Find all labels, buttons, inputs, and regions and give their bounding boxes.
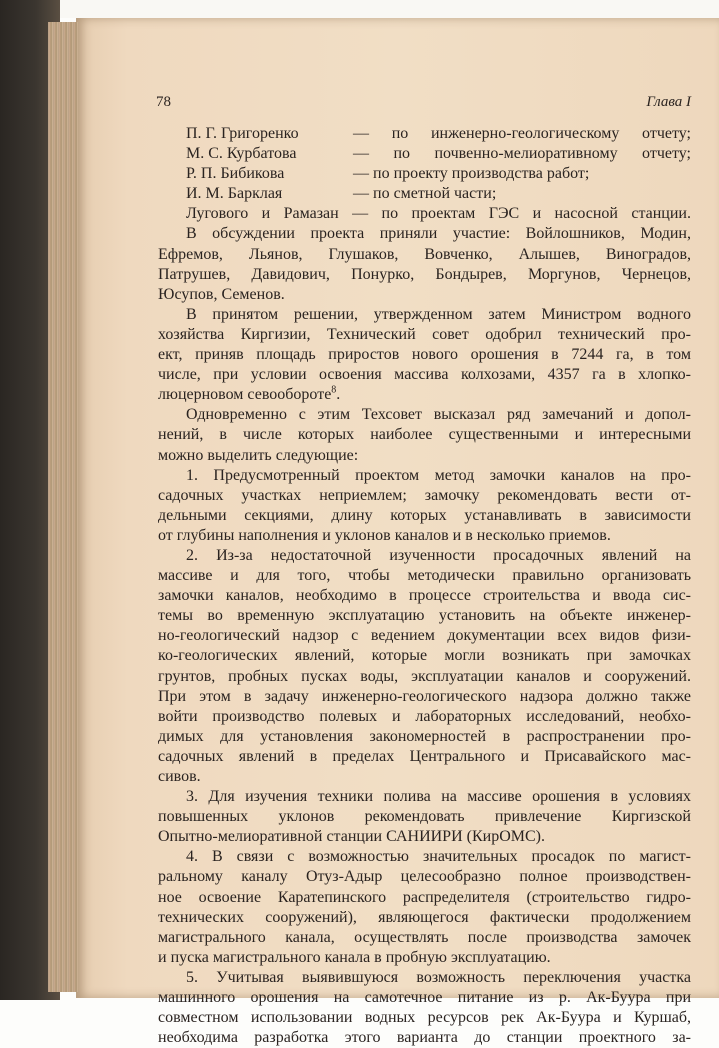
page-text [158, 124, 691, 1048]
text-line: В принятом решении, утвержденном затем Министром водного [186, 305, 691, 323]
text-line: Ефремов, Льянов, Глушаков, Вовченко, Алышев, Виноградов, [158, 245, 691, 263]
text-line: Патрушев, Давидович, Понурко, Бондырев, Моргунов, Чернецов, [158, 265, 691, 283]
signatory-task: — по сметной части; [353, 185, 497, 203]
running-head: Глава I [646, 94, 691, 110]
scan-background [0, 0, 719, 18]
text-line: и пуска магистрального канала в пробную эксплуатацию. [158, 948, 551, 966]
text-line: 4. В связи с возможностью значительных просадок по магист- [186, 848, 691, 866]
signatory-task: — по инженерно-геологическому отчету; [353, 125, 691, 142]
text-line: грунтов, пробных пусках воды, эксплуатации каналов и сооружений. [158, 667, 691, 685]
text-line: 2. Из-за недостаточной изученности просадочных явлений на [186, 546, 691, 564]
text-line: можно выделить следующие: [158, 446, 359, 464]
text-line: 3. Для изучения техники полива на массиве орошения в условиях [186, 788, 691, 806]
text-line: войти производство полевых и лабораторных исследований, необхо- [158, 707, 691, 725]
text-line: садочных участках неприемлем; замочку рекомендовать вести от- [158, 486, 691, 504]
text-line: ект, приняв площадь приростов нового орошения в 7244 га, в том [158, 346, 691, 364]
text-line: садочных явлений в пределах Центрального и Присавайского мас- [158, 747, 691, 765]
text-line: совместном использовании водных ресурсов рек Ак-Буура и Куршаб, [158, 1009, 691, 1027]
text-line: ное освоение Каратепинского распределителя (строительство гидро- [158, 888, 691, 906]
text-line: дельными секциями, длину которых устанавливать в зависимости [158, 506, 691, 524]
signatory-name: М. С. Курбатова [186, 145, 297, 163]
text-line: В обсуждении проекта приняли участие: Войлошников, Модин, [186, 225, 691, 243]
text-line: но-геологический надзор с ведением документации всех видов физи- [158, 627, 691, 645]
text-line: от глубины наполнения и уклонов каналов и в несколько приемов. [158, 526, 611, 544]
text-line: технических сооружений), являющегося фактически продолжением [158, 908, 691, 926]
page-edges [48, 22, 78, 992]
text-line: необходима разработка этого варианта до станции проектного за- [158, 1029, 691, 1047]
text-line: Одновременно с этим Техсовет высказал ряд замечаний и допол- [186, 406, 691, 424]
signatory-line [158, 124, 691, 144]
text-line: Опытно-мелиоративной станции САНИИРИ (КирОМС). [158, 828, 545, 846]
footnote-marker: 8 [331, 384, 337, 396]
text-line: люцерновом севообороте [158, 386, 332, 404]
text-line: числе, при условии освоения массива колхозами, 4357 га в хлопко- [158, 366, 691, 384]
page-number: 78 [156, 94, 171, 110]
text-line: Юсупов, Семенов. [158, 285, 285, 303]
text-line: димых для установления закономерностей в распространении про- [158, 727, 691, 745]
signatory-task: — по проекту производства работ; [353, 165, 590, 183]
text-line: 1. Предусмотренный проектом метод замочки каналов на про- [186, 466, 691, 484]
signatory-name: И. М. Барклая [186, 185, 283, 203]
footnote-period: . [336, 386, 341, 404]
signatory-name: П. Г. Григоренко [186, 125, 299, 142]
text-line: машинного орошения на самотечное питание из р. Ак-Буура при [158, 989, 691, 1007]
text-line: ральному каналу Отуз-Адыр целесообразно полное производствен- [158, 868, 691, 886]
text-line: массиве и для того, чтобы методически правильно организовать [158, 567, 691, 585]
text-line: замочки каналов, необходимо в процессе строительства и ввода сис- [158, 587, 691, 605]
signatory-task: — по почвенно-мелиоративному отчету; [353, 145, 691, 163]
text-line: повышенных уклонов рекомендовать привлечение Киргизской [158, 808, 691, 826]
signatory-name: Р. П. Бибикова [186, 165, 285, 183]
text-line: При этом в задачу инженерно-геологического надзора должно также [158, 687, 691, 705]
signatory-line [158, 184, 691, 204]
text-line: темы во временную эксплуатацию установить на объекте инженер- [158, 607, 691, 625]
text-line: хозяйства Киргизии, Технический совет одобрил технический про- [158, 325, 691, 343]
text-line: нений, в числе которых наиболее существенными и интересными [158, 426, 691, 444]
text-line: 5. Учитывая выявившуюся возможность переключения участка [186, 968, 691, 986]
signatory-line [158, 164, 691, 184]
signatory-line [158, 144, 691, 164]
text-line-with-footnote [158, 385, 691, 405]
text-line: Лугового и Рамазан — по проектам ГЭС и насосной станции. [186, 205, 691, 223]
text-line: ко-геологических явлений, которые могли возникать при замочках [158, 647, 691, 665]
text-line: магистрального канала, осуществлять после производства замочек [158, 928, 691, 946]
text-line: сивов. [158, 768, 201, 785]
